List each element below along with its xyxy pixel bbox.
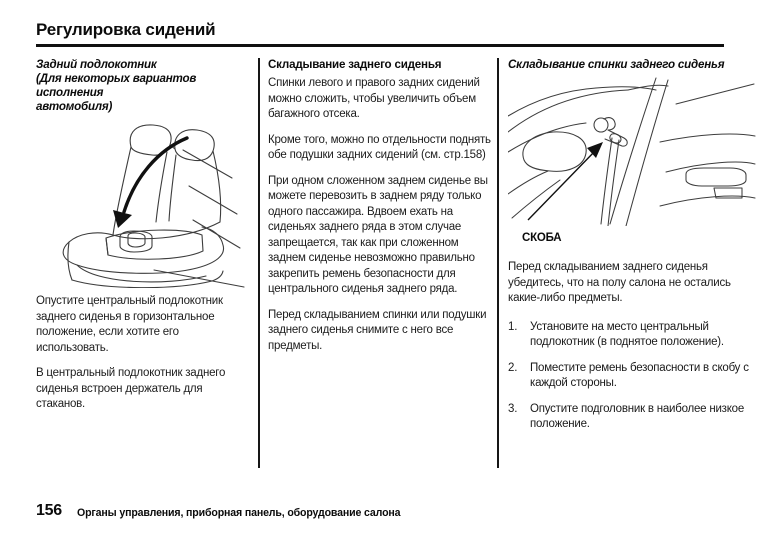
fold-direction-arrowhead — [113, 210, 132, 228]
paragraph: При одном сложенном заднем сиденье вы можете перевозить в заднем ряду только одного пассажира. Вдвоем ехать на сиденьях заднего ряда в этом случае запрещается, так как при сложенном заднем сиденье невозможно правильно закрепить ремень безопасности для центрального сиденья заднего ряда. — [268, 174, 488, 295]
paragraph: Перед складыванием спинки или подушки заднего сиденья снимите с него все предметы. — [268, 308, 487, 352]
step-number: 2. — [508, 361, 518, 374]
column-rear-armrest — [36, 58, 249, 423]
list-item — [508, 320, 756, 351]
step-text: Опустите подголовник в наиболее низкое положение. — [530, 402, 745, 430]
column-seatback-folding — [508, 58, 756, 443]
paragraph: Перед складыванием заднего сиденья убедитесь, что на полу салона не остались какие-либо предметы. — [508, 261, 731, 304]
paragraph: Кроме того, можно по отдельности поднять обе подушки задних сидений (см. стр.158) — [268, 133, 491, 161]
paragraph: В центральный подлокотник заднего сиденья встроен держатель для стаканов. — [36, 367, 226, 410]
rear-seat-armrest-illustration — [36, 118, 249, 288]
folding-steps-list — [508, 320, 756, 433]
column-divider-left — [258, 58, 260, 468]
hook-pointer-arrowhead — [587, 142, 603, 158]
hook-pointer-arrow — [528, 150, 596, 220]
fold-direction-arrow — [124, 138, 187, 212]
section-heading-rear-armrest: Задний подлокотник (Для некоторых вариантов исполнения автомобиля) — [36, 58, 197, 113]
step-number: 3. — [508, 402, 518, 415]
page-number: 156 — [36, 502, 62, 519]
step-number: 1. — [508, 320, 518, 333]
seatbelt-hook-illustration — [508, 76, 756, 226]
paragraph: Опустите центральный подлокотник заднего сиденья в горизонтальное положение, если хотите его использовать. — [36, 295, 223, 354]
column-divider-right — [497, 58, 499, 468]
list-item — [508, 402, 756, 433]
step-text: Установите на место центральный подлокотник (в поднятое положение). — [530, 320, 724, 348]
section-heading-seat-folding: Складывание заднего сиденья — [268, 58, 442, 71]
hook-callout-label: СКОБА — [522, 232, 562, 244]
step-text: Поместите ремень безопасности в скобу с каждой стороны. — [530, 361, 749, 389]
list-item — [508, 361, 756, 392]
page-title: Регулировка сидений — [36, 20, 216, 39]
title-underline — [36, 44, 724, 47]
section-heading-seatback-folding: Складывание спинки заднего сиденья — [508, 58, 725, 71]
column-seat-folding — [268, 58, 491, 364]
paragraph: Спинки левого и правого задних сидений можно сложить, чтобы увеличить объем багажного отсека. — [268, 77, 480, 120]
footer-chapter-title: Органы управления, приборная панель, оборудование салона — [77, 507, 401, 519]
